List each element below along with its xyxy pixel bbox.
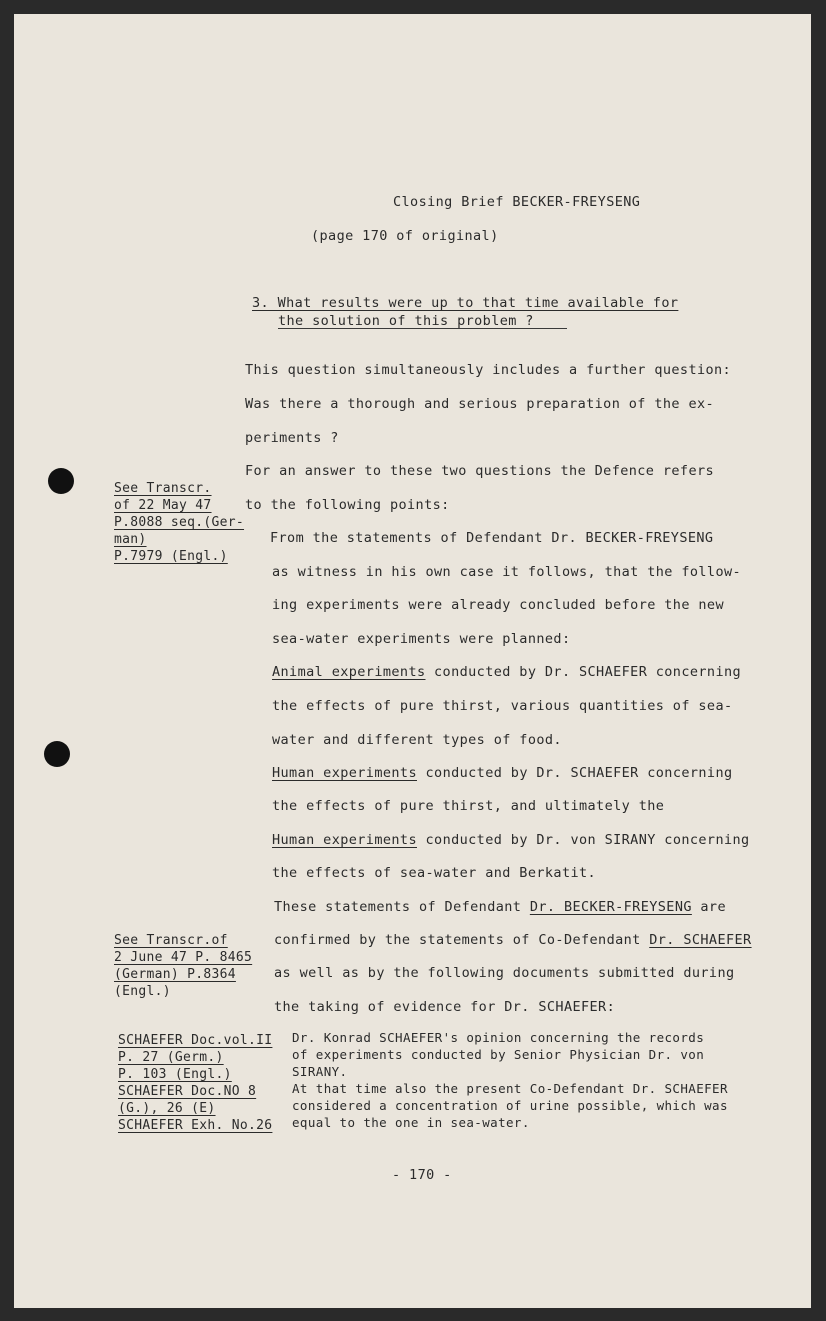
body-line: These statements of Defendant Dr. BECKER-FREYSENG are (274, 899, 726, 915)
punch-hole (44, 741, 70, 767)
body-line: the effects of pure thirst, and ultimately the (272, 798, 665, 814)
body-line: sea-water experiments were planned: (272, 631, 571, 647)
body-line: At that time also the present Co-Defendant Dr. SCHAEFER (292, 1081, 728, 1096)
body-line: For an answer to these two questions the Defence refers (245, 463, 715, 479)
margin-note-transcript-2: See Transcr.of 2 June 47 P. 8465 (German) P.8364 (Engl.) (114, 933, 253, 999)
brief-title: Closing Brief BECKER-FREYSENG (393, 194, 641, 210)
punch-hole (48, 468, 74, 494)
body-line: SIRANY. (292, 1064, 348, 1079)
human-experiments-line: Human experiments conducted by Dr. von SIRANY concerning (272, 832, 750, 848)
human-experiments-label: Human experiments (272, 765, 417, 781)
page-reference: (page 170 of original) (311, 228, 499, 244)
body-line: of experiments conducted by Senior Physician Dr. von (292, 1047, 705, 1062)
body-line: the taking of evidence for Dr. SCHAEFER: (274, 999, 616, 1015)
question-heading-line2: the solution of this problem ? (278, 313, 534, 329)
body-line: considered a concentration of urine possible, which was (292, 1098, 728, 1113)
body-line: Dr. Konrad SCHAEFER's opinion concerning the records (292, 1030, 705, 1045)
body-line: as well as by the following documents submitted during (274, 965, 735, 981)
body-line: periments ? (245, 430, 339, 446)
body-line: water and different types of food. (272, 732, 562, 748)
underline (278, 328, 567, 329)
document-page (14, 14, 811, 1308)
body-line: to the following points: (245, 497, 450, 513)
body-line: as witness in his own case it follows, that the follow- (272, 564, 742, 580)
body-line: the effects of sea-water and Berkatit. (272, 865, 597, 881)
body-line: ing experiments were already concluded before the new (272, 597, 724, 613)
body-line: Was there a thorough and serious preparation of the ex- (245, 396, 715, 412)
animal-experiments-label: Animal experiments (272, 664, 426, 680)
animal-experiments-line: Animal experiments conducted by Dr. SCHAEFER concerning (272, 664, 742, 680)
human-experiments-label: Human experiments (272, 832, 417, 848)
human-experiments-line: Human experiments conducted by Dr. SCHAEFER concerning (272, 765, 733, 781)
page-number: - 170 - (392, 1167, 452, 1183)
body-line: confirmed by the statements of Co-Defendant Dr. SCHAEFER (274, 932, 752, 948)
margin-note-transcript-1: See Transcr. of 22 May 47 P.8088 seq.(Ger- man) P.7979 (Engl.) (114, 481, 245, 564)
body-line: This question simultaneously includes a further question: (245, 362, 732, 378)
body-line: From the statements of Defendant Dr. BECKER-FREYSENG (270, 530, 714, 546)
body-line: equal to the one in sea-water. (292, 1115, 530, 1130)
margin-note-documents: SCHAEFER Doc.vol.II P. 27 (Germ.) P. 103 (Engl.) SCHAEFER Doc.NO 8 (G.), 26 (E) SCHAEFER Exh. No.26 (118, 1033, 273, 1133)
question-heading-line1: 3. What results were up to that time available for (252, 295, 679, 311)
body-line: the effects of pure thirst, various quantities of sea- (272, 698, 733, 714)
